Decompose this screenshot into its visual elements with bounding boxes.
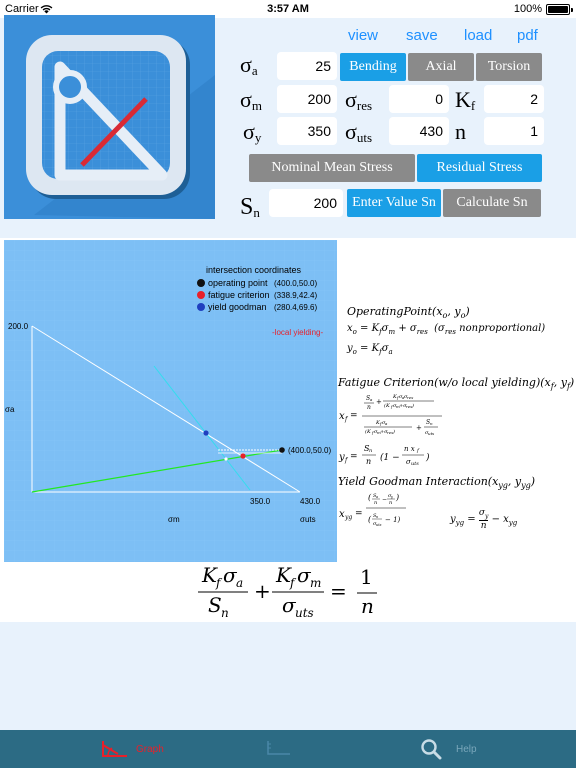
svg-text:σ: σ	[382, 420, 386, 426]
svg-text:uts: uts	[295, 606, 314, 620]
svg-text:x: x	[339, 509, 345, 520]
operating-point-title: $OperatingPoint(x_o$, $y_o$)	[347, 305, 470, 321]
kf-input[interactable]: 2	[484, 85, 544, 113]
svg-text:n: n	[374, 500, 378, 506]
sn-label: $S_n$	[240, 194, 260, 220]
x-axis-label-m: σm	[168, 515, 180, 524]
svg-text:uts: uts	[376, 523, 382, 527]
svg-text:a: a	[370, 397, 373, 402]
svg-text:): )	[426, 453, 430, 463]
segment-torsion[interactable]: Torsion	[476, 53, 542, 81]
segment-nominal-mean-stress[interactable]: Nominal Mean Stress	[249, 154, 415, 182]
battery-icon	[546, 4, 570, 15]
svg-text:(: (	[368, 493, 372, 502]
y-axis-label: σa	[5, 405, 15, 414]
save-link[interactable]: save	[406, 27, 438, 44]
x-axis-label-uts: σuts	[300, 515, 316, 524]
sigma-uts-input[interactable]: 430	[389, 117, 449, 145]
search-icon	[420, 738, 442, 760]
legend-coords-fatigue: (338.9,42.4)	[274, 291, 318, 300]
sigma-a-input[interactable]: 25	[277, 52, 337, 80]
svg-text:+: +	[254, 579, 271, 603]
tab-axes[interactable]	[266, 730, 316, 768]
sigma-uts-label: $\sigma_{uts}$	[345, 119, 373, 145]
svg-text:f: f	[372, 430, 374, 435]
svg-text:S: S	[426, 419, 431, 426]
x-tick-sigma-y: 350.0	[250, 497, 271, 506]
svg-text:+σ: +σ	[380, 429, 388, 435]
tab-help[interactable]	[420, 730, 490, 768]
formula-one: 1	[360, 565, 373, 589]
svg-text:res: res	[387, 430, 394, 435]
svg-text:K: K	[276, 563, 291, 587]
svg-text:res: res	[407, 395, 414, 400]
operating-x-formula: $x_o = K_f\sigma_m + \sigma_{res}$ ($\sigma_{res}$ nonproportional)	[347, 323, 546, 336]
tab-graph[interactable]	[100, 730, 170, 768]
svg-text:f: f	[345, 457, 348, 464]
svg-text:(K: (K	[365, 429, 371, 435]
svg-text:yg: yg	[345, 514, 353, 521]
sigma-m-label: $\sigma_m$	[240, 87, 262, 113]
sigma-y-input[interactable]: 350	[277, 117, 337, 145]
legend-coords-yield: (280.4,69.6)	[274, 303, 318, 312]
tab-help-label: Help	[456, 744, 477, 755]
svg-text:(1 −: (1 −	[380, 453, 400, 463]
svg-text:n: n	[369, 448, 373, 454]
svg-text:=: =	[350, 452, 358, 462]
sigma-res-input[interactable]: 0	[389, 85, 449, 113]
legend-dot-yield	[197, 303, 205, 311]
svg-text:K: K	[376, 420, 380, 426]
yield-goodman-y-formula: $y_{yg}$ = $\frac{\sigma_y}{n}$ − $x_{yg}$	[450, 508, 518, 531]
svg-text:S: S	[208, 593, 222, 617]
svg-text:a: a	[385, 421, 388, 426]
sigma-y-label: $\sigma_y$	[243, 119, 262, 145]
svg-text:σ: σ	[282, 593, 296, 617]
svg-text:m: m	[396, 404, 400, 409]
pdf-link[interactable]: pdf	[517, 27, 538, 44]
segment-residual-stress[interactable]: Residual Stress	[417, 154, 542, 182]
fatigue-x-formula	[338, 390, 478, 440]
battery-percent: 100%	[513, 3, 542, 15]
n-input[interactable]: 1	[484, 117, 544, 145]
svg-text:K: K	[393, 394, 397, 400]
fatigue-criterion-title: Fatigue Criterion(w/o local $yielding)(x_f$, $y_f$)	[338, 376, 575, 392]
svg-text:res: res	[406, 404, 413, 409]
sigma-m-input[interactable]: 200	[277, 85, 337, 113]
svg-text:σ: σ	[297, 563, 311, 587]
graph-icon	[100, 739, 130, 759]
view-link[interactable]: view	[348, 27, 379, 44]
app-logo	[4, 15, 215, 219]
legend-label-operating: operating point	[208, 278, 268, 288]
yield-goodman-point	[203, 430, 208, 435]
tab-bar	[0, 730, 576, 768]
segment-enter-value-sn[interactable]: Enter Value Sn	[347, 189, 441, 217]
svg-text:y: y	[391, 495, 393, 499]
svg-text:σ: σ	[393, 403, 397, 409]
legend-coords-operating: (400.0,50.0)	[274, 279, 318, 288]
svg-text:n x: n x	[404, 445, 415, 453]
segment-calculate-sn[interactable]: Calculate Sn	[443, 189, 541, 217]
formula-one-denominator	[356, 592, 380, 622]
svg-text:f: f	[397, 395, 399, 400]
legend-label-yield: yield goodman	[208, 302, 267, 312]
svg-text:+: +	[416, 424, 422, 432]
svg-text:n: n	[389, 500, 393, 506]
svg-text:uts: uts	[411, 461, 419, 467]
operating-y-formula: $y_o = K_f\sigma_a$	[347, 343, 393, 356]
legend-label-fatigue: fatigue criterion	[208, 290, 270, 300]
svg-text:σ: σ	[399, 394, 403, 400]
clock: 3:57 AM	[267, 3, 309, 15]
sigma-a-label: $\sigma_a$	[240, 52, 258, 78]
svg-text:): )	[412, 403, 414, 409]
svg-text:f: f	[417, 448, 419, 454]
svg-text:(K: (K	[384, 403, 390, 409]
carrier-label: Carrier	[5, 3, 39, 15]
axes-icon	[266, 740, 292, 758]
svg-text:S: S	[366, 395, 371, 402]
svg-text:y: y	[339, 452, 345, 463]
legend-dot-fatigue	[197, 291, 205, 299]
svg-text:n: n	[361, 594, 374, 618]
segment-bending[interactable]: Bending	[340, 53, 406, 81]
x-tick-sigma-uts: 430.0	[300, 497, 321, 506]
svg-text:a: a	[236, 576, 244, 590]
load-link[interactable]: load	[464, 27, 493, 44]
svg-text:m: m	[310, 576, 322, 590]
svg-text:S: S	[373, 493, 377, 499]
svg-text:a: a	[376, 495, 379, 499]
svg-text:=: =	[355, 509, 363, 519]
svg-text:n: n	[376, 515, 379, 519]
svg-text:− 1): − 1)	[385, 516, 401, 524]
svg-text:m: m	[377, 430, 381, 435]
operating-point-label: (400.0,50.0)	[288, 446, 332, 455]
sn-input[interactable]: 200	[269, 189, 343, 217]
svg-text:n: n	[430, 421, 433, 426]
formula-panel	[338, 240, 576, 562]
tab-graph-label: Graph	[136, 744, 164, 755]
svg-text:n: n	[367, 404, 371, 411]
svg-text:+σ: +σ	[399, 403, 407, 409]
segment-axial[interactable]: Axial	[408, 53, 474, 81]
legend-title: intersection coordinates	[206, 265, 302, 275]
fatigue-criterion-point	[240, 453, 245, 458]
svg-text:σ: σ	[374, 429, 378, 435]
svg-text:f: f	[391, 404, 393, 409]
svg-text:σ: σ	[388, 493, 392, 499]
svg-text:): )	[396, 493, 400, 502]
svg-text:=: =	[350, 411, 358, 421]
svg-text:+: +	[376, 398, 382, 406]
svg-text:f: f	[216, 576, 221, 590]
operating-point	[279, 447, 285, 453]
svg-text:uts: uts	[428, 431, 435, 436]
svg-text:K: K	[202, 563, 217, 587]
svg-text:S: S	[364, 444, 370, 453]
n-label: n	[455, 119, 466, 144]
white-marker	[224, 457, 227, 460]
main-formula-area	[0, 562, 576, 622]
fatigue-y-formula	[338, 440, 458, 474]
local-yielding-label: -local yielding-	[272, 328, 324, 337]
svg-text:n: n	[221, 606, 229, 620]
svg-text:σ: σ	[425, 430, 429, 436]
svg-text:f: f	[345, 416, 348, 423]
svg-text:f: f	[290, 576, 295, 590]
svg-text:n: n	[366, 457, 372, 466]
empty-area	[0, 622, 576, 730]
sigma-res-label: $\sigma_{res}$	[345, 87, 373, 113]
svg-text:σ: σ	[223, 563, 237, 587]
y-axis-max-label: 200.0	[8, 322, 29, 331]
svg-text:σ: σ	[406, 458, 411, 466]
svg-text:−: −	[382, 496, 388, 503]
yield-goodman-x-formula	[338, 490, 428, 534]
svg-text:a: a	[402, 395, 405, 400]
svg-text:=: =	[330, 579, 347, 603]
yield-goodman-title: Yield Goodman $Interaction(x_{yg}$, $y_{yg}$)	[338, 475, 536, 491]
svg-text:x: x	[339, 411, 345, 422]
goodman-graph[interactable]	[4, 240, 337, 562]
svg-text:σ: σ	[373, 521, 377, 527]
legend-dot-operating	[197, 279, 205, 287]
svg-text:S: S	[373, 513, 377, 519]
svg-text:f: f	[380, 421, 382, 426]
kf-label: $K_f$	[455, 87, 476, 113]
svg-text:(: (	[368, 515, 372, 524]
svg-text:σ: σ	[404, 394, 408, 400]
svg-text:): )	[393, 429, 395, 435]
graph-canvas	[4, 240, 337, 562]
